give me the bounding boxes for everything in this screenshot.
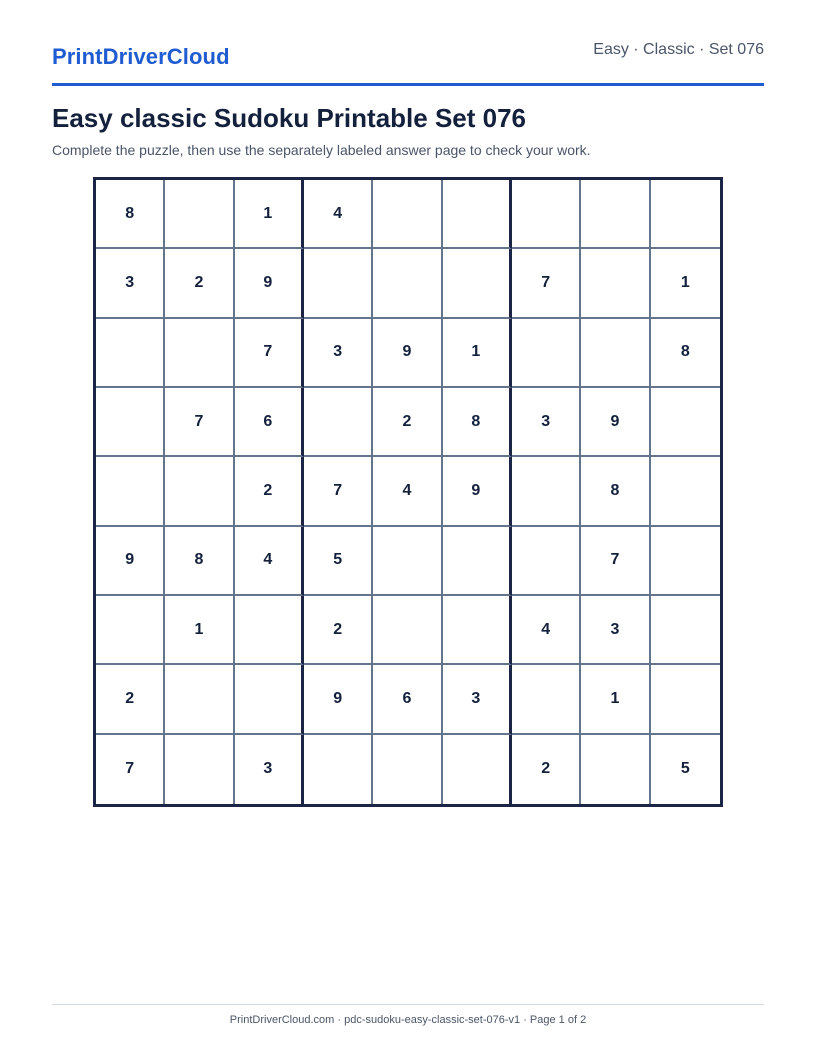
- sudoku-cell-r3-c7: [512, 319, 581, 388]
- sudoku-cell-r4-c1: [96, 388, 165, 457]
- sudoku-cell-r7-c6: [443, 596, 512, 665]
- sudoku-cell-r5-c3: 2: [235, 457, 304, 526]
- sudoku-cell-r7-c5: [373, 596, 442, 665]
- sudoku-cell-r9-c2: [165, 735, 234, 804]
- sudoku-cell-r8-c2: [165, 665, 234, 734]
- sudoku-cell-r8-c1: 2: [96, 665, 165, 734]
- sudoku-cell-r1-c5: [373, 180, 442, 249]
- sudoku-cell-r1-c6: [443, 180, 512, 249]
- sudoku-cell-r1-c4: 4: [304, 180, 373, 249]
- sudoku-cell-r1-c3: 1: [235, 180, 304, 249]
- sudoku-cell-r9-c3: 3: [235, 735, 304, 804]
- sudoku-cell-r5-c4: 7: [304, 457, 373, 526]
- sudoku-cell-r6-c6: [443, 527, 512, 596]
- sudoku-cell-r9-c1: 7: [96, 735, 165, 804]
- sudoku-cell-r3-c5: 9: [373, 319, 442, 388]
- sudoku-cell-r6-c8: 7: [581, 527, 650, 596]
- sudoku-cell-r1-c2: [165, 180, 234, 249]
- sudoku-cell-r7-c7: 4: [512, 596, 581, 665]
- sudoku-cell-r2-c6: [443, 249, 512, 318]
- sudoku-cell-r9-c5: [373, 735, 442, 804]
- sudoku-cell-r2-c3: 9: [235, 249, 304, 318]
- sudoku-cell-r6-c1: 9: [96, 527, 165, 596]
- sudoku-cell-r7-c2: 1: [165, 596, 234, 665]
- sudoku-cell-r9-c4: [304, 735, 373, 804]
- sudoku-cell-r5-c2: [165, 457, 234, 526]
- sudoku-cell-r6-c5: [373, 527, 442, 596]
- sudoku-cell-r7-c3: [235, 596, 304, 665]
- sudoku-cell-r8-c7: [512, 665, 581, 734]
- page-header: [52, 0, 764, 86]
- sudoku-cell-r9-c7: 2: [512, 735, 581, 804]
- sudoku-cell-r8-c9: [651, 665, 720, 734]
- sudoku-cell-r6-c9: [651, 527, 720, 596]
- sudoku-cell-r7-c4: 2: [304, 596, 373, 665]
- page-title: Easy classic Sudoku Printable Set 076: [52, 103, 527, 133]
- sudoku-cell-r3-c8: [581, 319, 650, 388]
- sudoku-cell-r9-c9: 5: [680, 760, 690, 778]
- sudoku-cell-r2-c5: [373, 249, 442, 318]
- sudoku-cell-r7-c9: [651, 596, 720, 665]
- sudoku-cell-r4-c9: [651, 388, 720, 457]
- sudoku-cell-r3-c9: 8: [651, 319, 720, 388]
- sudoku-cell-r5-c7: [512, 457, 581, 526]
- sudoku-cell-r3-c2: [165, 319, 234, 388]
- puzzle-meta: Easy · Classic · Set 076: [593, 41, 764, 58]
- sudoku-cell-r2-c4: [304, 249, 373, 318]
- sudoku-cell-r4-c3: 6: [235, 388, 304, 457]
- sudoku-cell-r5-c9: [651, 457, 720, 526]
- sudoku-cell-r3-c1: [96, 319, 165, 388]
- brand-logo: PrintDriverCloud: [52, 44, 230, 69]
- sudoku-cell-r4-c8: 9: [581, 388, 650, 457]
- sudoku-cell-r8-c6: 3: [443, 665, 512, 734]
- sudoku-cell-r9-c6: [443, 735, 512, 804]
- sudoku-cell-r4-c6: 8: [443, 388, 512, 457]
- sudoku-cell-r1-c9: [651, 180, 720, 249]
- sudoku-cell-r7-c1: [96, 596, 165, 665]
- sudoku-cell-r5-c6: 9: [443, 457, 512, 526]
- page-footer: PrintDriverCloud.com · pdc-sudoku-easy-classic-set-076-v1 · Page 1 of 2: [52, 1004, 764, 1026]
- sudoku-cell-r5-c8: 8: [581, 457, 650, 526]
- sudoku-cell-r4-c7: 3: [512, 388, 581, 457]
- sudoku-cell-r5-c1: [96, 457, 165, 526]
- page-subtitle: Complete the puzzle, then use the separately labeled answer page to check your work.: [52, 142, 591, 158]
- sudoku-cell-r8-c8: 1: [581, 665, 650, 734]
- sudoku-cell-r6-c7: [512, 527, 581, 596]
- sudoku-cell-r2-c1: 3: [96, 249, 165, 318]
- sudoku-cell-r5-c5: 4: [373, 457, 442, 526]
- sudoku-cell-r8-c4: 9: [304, 665, 373, 734]
- sudoku-cell-r2-c7: 7: [512, 249, 581, 318]
- sudoku-cell-r8-c3: [235, 665, 304, 734]
- sudoku-cell-r2-c8: [581, 249, 650, 318]
- sudoku-cell-r1-c8: [581, 180, 650, 249]
- sudoku-cell-r3-c6: 1: [443, 319, 512, 388]
- sudoku-cell-r4-c5: 2: [373, 388, 442, 457]
- sudoku-cell-r3-c4: 3: [304, 319, 373, 388]
- sudoku-cell-r6-c4: 5: [304, 527, 373, 596]
- sudoku-cell-r4-c2: 7: [165, 388, 234, 457]
- sudoku-cell-r6-c3: 4: [235, 527, 304, 596]
- sudoku-grid: [93, 177, 723, 807]
- sudoku-cell-r4-c4: [304, 388, 373, 457]
- sudoku-cell-r2-c9: 1: [651, 249, 720, 318]
- sudoku-cell-r1-c7: [512, 180, 581, 249]
- sudoku-cell-r7-c8: 3: [581, 596, 650, 665]
- sudoku-cell-r6-c2: 8: [165, 527, 234, 596]
- sudoku-cell-r8-c5: 6: [373, 665, 442, 734]
- sudoku-cell-r2-c2: 2: [165, 249, 234, 318]
- sudoku-cell-r9-c8: [581, 735, 650, 804]
- sudoku-cell-r1-c1: 8: [96, 180, 165, 249]
- sudoku-cell-r3-c3: 7: [235, 319, 304, 388]
